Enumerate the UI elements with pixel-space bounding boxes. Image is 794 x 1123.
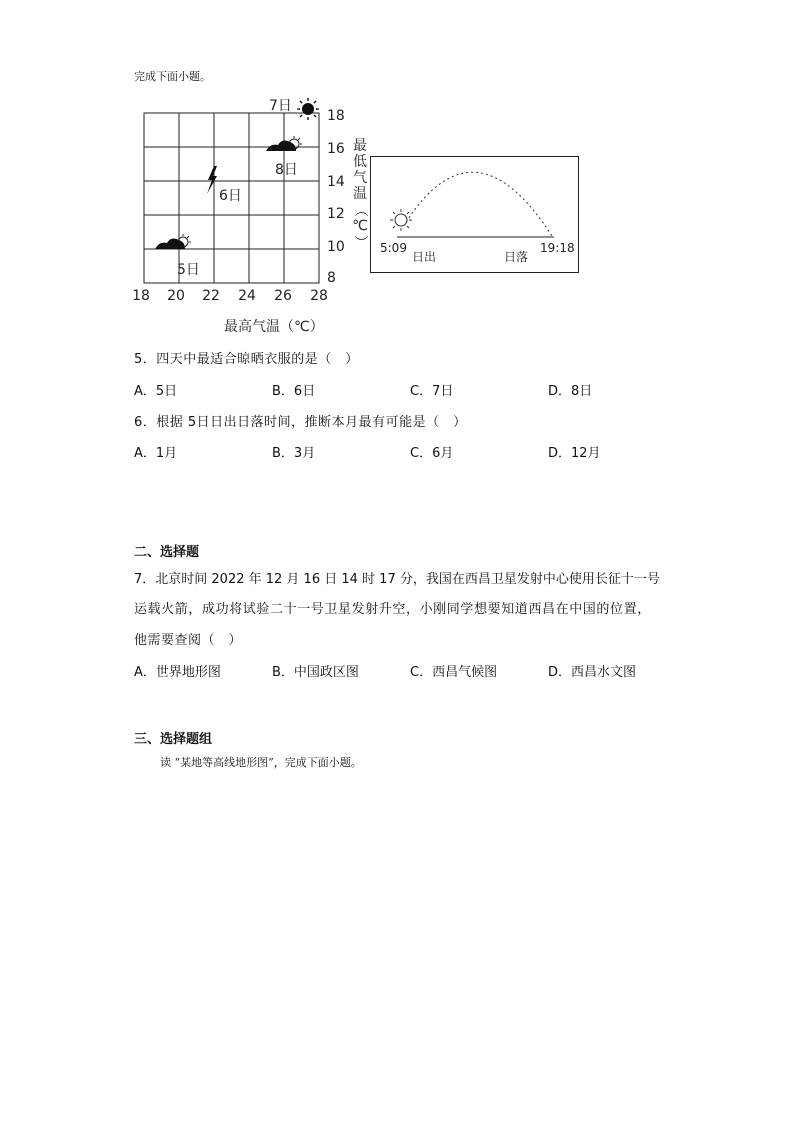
sunset-label: 日落 [504, 250, 529, 264]
sunny-icon [297, 98, 319, 120]
y-tick: 18 [327, 108, 345, 124]
y-axis-label: 最 低 气 温 （ ℃ ） [352, 138, 368, 249]
sun-path-diagram [370, 156, 580, 276]
point-label-8: 8日 [275, 162, 298, 178]
q6-option-d[interactable]: D．12月 [548, 446, 601, 461]
y-tick: 10 [327, 239, 345, 255]
sunset-time: 19:18 [540, 241, 575, 255]
q5-option-b[interactable]: B．6日 [272, 384, 316, 399]
x-axis-label: 最高气温（℃） [224, 319, 324, 335]
q5-option-d[interactable]: D．8日 [548, 384, 593, 399]
q6-option-b[interactable]: B．3月 [272, 446, 316, 461]
x-tick: 18 [132, 288, 150, 304]
thunder-icon [207, 166, 217, 194]
y-tick: 12 [327, 206, 345, 222]
question-6-stem: 6．根据 5日日出日落时间，推断本月最有可能是（ ） [134, 415, 467, 430]
q5-option-a[interactable]: A．5日 [134, 384, 178, 399]
point-label-7: 7日 [269, 98, 292, 114]
section-2-title: 二、选择题 [134, 545, 200, 560]
q7-option-b[interactable]: B．中国政区图 [272, 665, 359, 680]
section-3-title: 三、选择题组 [134, 732, 213, 747]
intro-text: 完成下面小题。 [134, 70, 211, 83]
y-tick: 14 [327, 174, 345, 190]
x-tick: 24 [238, 288, 256, 304]
x-tick: 28 [310, 288, 328, 304]
partly-cloudy-icon [155, 234, 191, 249]
q6-option-a[interactable]: A．1月 [134, 446, 178, 461]
sunrise-label: 日出 [412, 250, 437, 264]
sun-icon [390, 209, 412, 231]
question-7-line-1: 7．北京时间 2022 年 12 月 16 日 14 时 17 分，我国在西昌卫星发射中心使用长征十一号 [134, 572, 660, 587]
question-7-line-2: 运载火箭，成功将试验二十一号卫星发射升空，小刚同学想要知道西昌在中国的位置， [134, 602, 651, 617]
section-3-intro: 读 “某地等高线地形图”，完成下面小题。 [160, 756, 362, 769]
point-label-6: 6日 [219, 188, 242, 204]
question-7-line-3: 他需要查阅（ ） [134, 633, 243, 648]
question-5-stem: 5．四天中最适合晾晒衣服的是（ ） [134, 352, 359, 367]
q6-option-c[interactable]: C．6月 [410, 446, 454, 461]
q7-option-c[interactable]: C．西昌气候图 [410, 665, 498, 680]
point-label-5: 5日 [177, 262, 200, 278]
y-tick: 8 [327, 270, 336, 286]
q7-option-a[interactable]: A．世界地形图 [134, 665, 221, 680]
x-tick: 20 [167, 288, 185, 304]
sunrise-time: 5:09 [380, 241, 407, 255]
weather-temperature-chart [125, 92, 365, 342]
x-tick: 26 [274, 288, 292, 304]
q5-option-c[interactable]: C．7日 [410, 384, 454, 399]
x-tick: 22 [202, 288, 220, 304]
y-tick: 16 [327, 141, 345, 157]
q7-option-d[interactable]: D．西昌水文图 [548, 665, 637, 680]
sun-arc [406, 172, 552, 236]
